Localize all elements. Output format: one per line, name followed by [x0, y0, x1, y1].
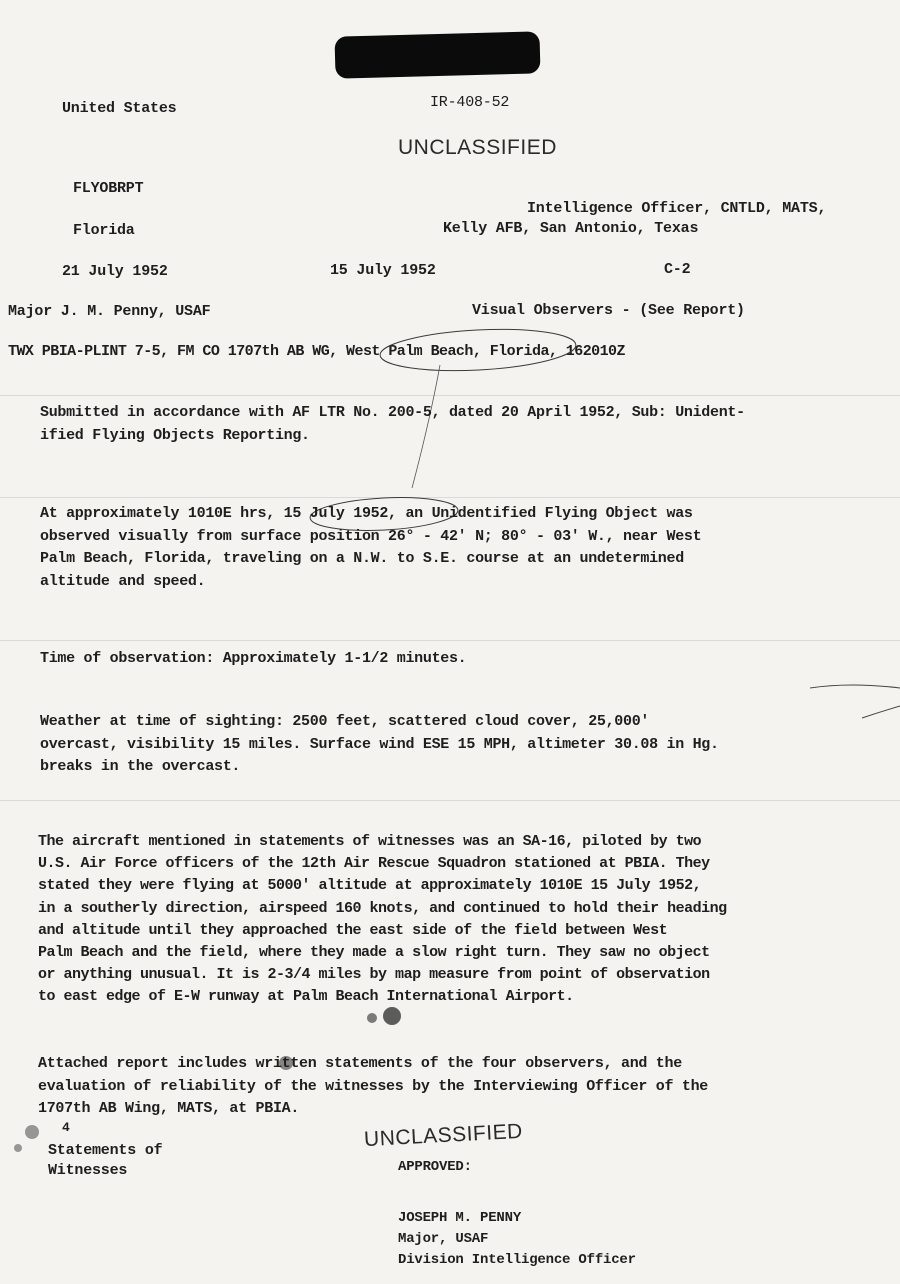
enclosure-number: 4: [62, 1120, 70, 1135]
sighting-date: 15 July 1952: [330, 262, 436, 279]
observers-field: Visual Observers - (See Report): [472, 302, 745, 319]
country-field: United States: [62, 100, 177, 117]
paragraph-6: Attached report includes written statements of the four observers, and the evaluation of reliability of the witnesses by the Interviewing Officer of the 1707th AB Wing, MATS, at PBIA.: [38, 1055, 709, 1117]
twx-line: TWX PBIA-PLINT 7-5, FM CO 1707th AB WG, West Palm Beach, Florida, 162010Z: [8, 343, 625, 360]
report-number: IR-408-52: [430, 94, 510, 111]
signer-title: Division Intelligence Officer: [398, 1252, 636, 1268]
paragraph-2: At approximately 1010E hrs, 15 July 1952, an Unidentified Flying Object was observed visually from surface position 26° - 42' N; 80° - 03' W., near West Palm Beach, Florida, traveling on a N.W. to S.E. course at an undetermined altitude and speed.: [40, 505, 702, 590]
subject-field: FLYOBRPT: [73, 180, 144, 197]
location-field: Florida: [73, 222, 135, 239]
prepared-by-field: Major J. M. Penny, USAF: [8, 303, 211, 320]
signer-name: JOSEPH M. PENNY: [398, 1210, 522, 1226]
code-field: C-2: [664, 261, 691, 278]
recipient-line-2: Kelly AFB, San Antonio, Texas: [443, 220, 699, 237]
paragraph-5: The aircraft mentioned in statements of witnesses was an SA-16, piloted by two U.S. Air Force officers of the 12th Air Rescue Squadron stationed at PBIA. They stated they were flying at 5000' altitude at approximately 1010E 15 July 1952, in a southerly direction, airspeed 160 knots, and continued to hold their heading and altitude until they approached the east side of the field between West Palm Beach and the field, where they made a slow right turn. They saw no object or anything unusual. It is 2-3/4 miles by map measure from point of observation to east edge of E-W runway at Palm Beach International Airport.: [38, 833, 727, 1006]
enclosure-line-1: Statements of: [48, 1142, 163, 1159]
report-date: 21 July 1952: [62, 263, 168, 280]
recipient-line-1: Intelligence Officer, CNTLD, MATS,: [527, 200, 827, 217]
classification-stamp-bottom: UNCLASSIFIED: [363, 1119, 524, 1152]
paragraph-1: Submitted in accordance with AF LTR No. 200-5, dated 20 April 1952, Sub: Unident- ified Flying Objects Reporting.: [40, 404, 745, 444]
enclosure-line-2: Witnesses: [48, 1162, 128, 1179]
approved-label: APPROVED:: [398, 1159, 472, 1175]
classification-stamp-top: UNCLASSIFIED: [398, 136, 557, 159]
paragraph-4: Weather at time of sighting: 2500 feet, scattered cloud cover, 25,000' overcast, visibility 15 miles. Surface wind ESE 15 MPH, altimeter 30.08 in Hg. breaks in the overcast.: [40, 713, 719, 775]
paragraph-3: Time of observation: Approximately 1-1/2 minutes.: [40, 650, 467, 667]
signer-rank: Major, USAF: [398, 1231, 489, 1247]
